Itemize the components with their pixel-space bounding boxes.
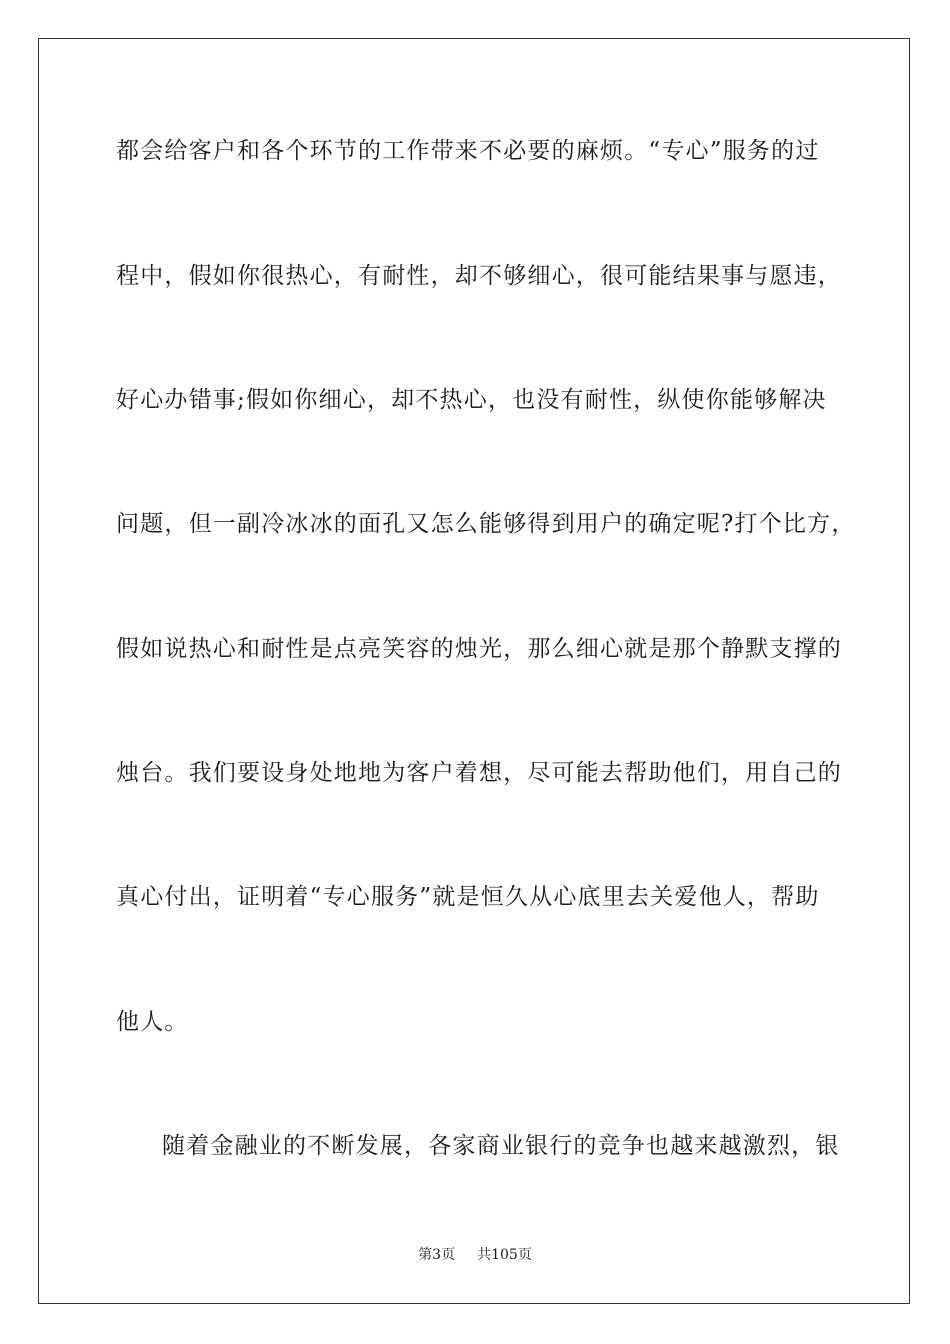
page-border (38, 38, 910, 1304)
paragraph-line: 好心办错事;假如你细心，却不热心，也没有耐性，纵使你能够解决 (116, 387, 827, 413)
paragraph-line: 问题，但一副冷冰冰的面孔又怎么能够得到用户的确定呢?打个比方， (116, 511, 856, 537)
page-number: 第3页 (418, 1247, 456, 1263)
paragraph-line: 程中，假如你很热心，有耐性，却不够细心，很可能结果事与愿违， (116, 263, 842, 289)
paragraph-line: 烛台。我们要设身处地地为客户着想，尽可能去帮助他们，用自己的 (116, 760, 842, 786)
paragraph-line: 随着金融业的不断发展，各家商业银行的竞争也越来越激烈，银 (162, 1133, 840, 1159)
page-footer (0, 1246, 950, 1264)
paragraph-line: 真心付出，证明着“专心服务”就是恒久从心底里去关爱他人，帮助 (116, 884, 820, 910)
paragraph-line: 都会给客户和各个环节的工作带来不必要的麻烦。“专心”服务的过 (116, 138, 820, 164)
paragraph-line: 假如说热心和耐性是点亮笑容的烛光，那么细心就是那个静默支撑的 (116, 636, 842, 662)
total-pages: 共105页 (477, 1247, 532, 1263)
paragraph-line: 他人。 (116, 1009, 189, 1035)
